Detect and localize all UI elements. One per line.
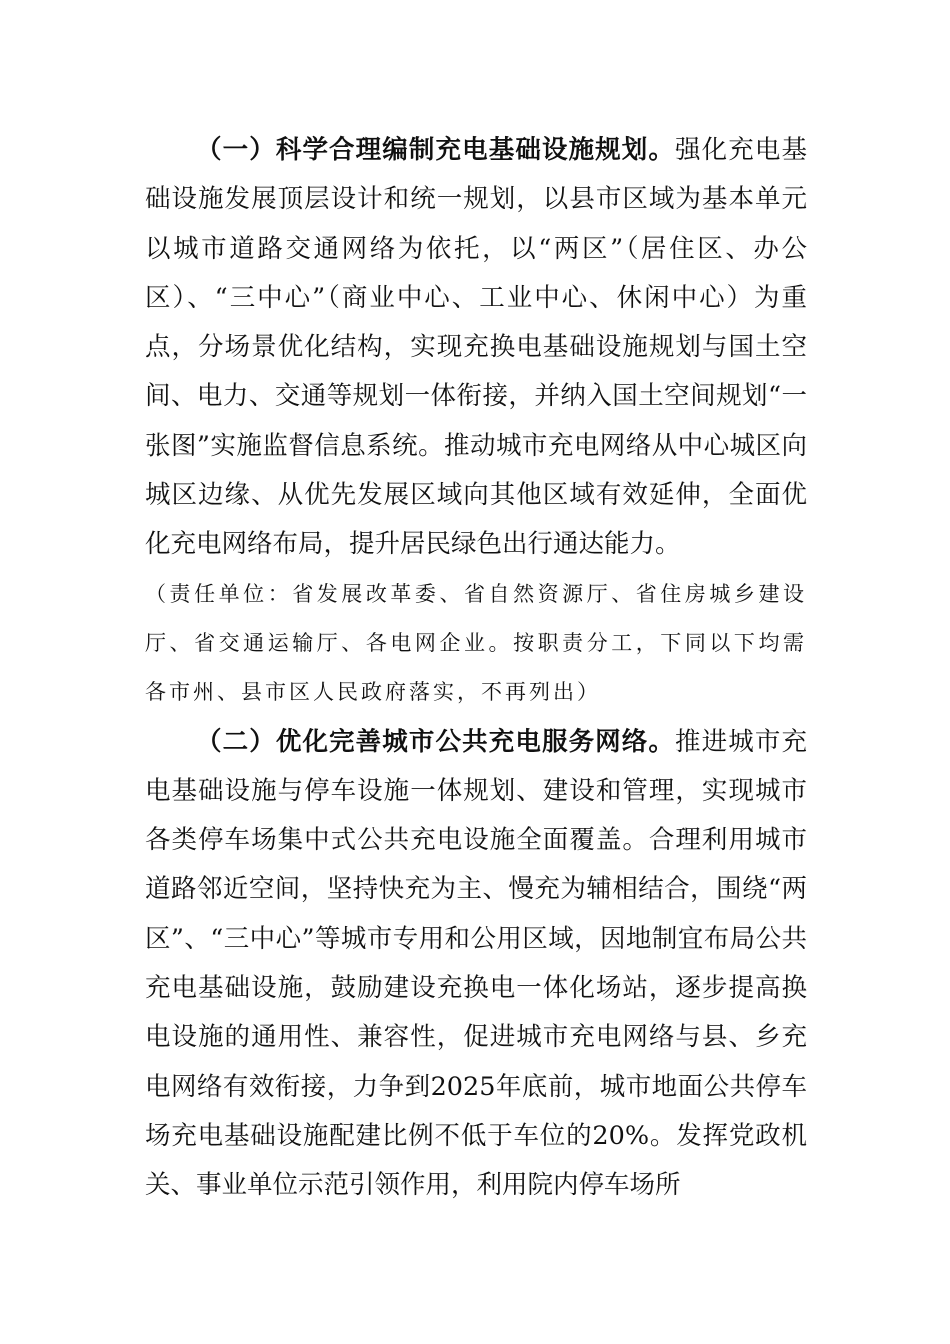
document-page — [145, 126, 807, 1211]
section-1-paragraph — [145, 126, 807, 570]
responsibility-note: （责任单位：省发展改革委、省自然资源厅、省住房城乡建设厅、省交通运输厅、各电网企业。按职责分工，下同以下均需各市州、县市区人民政府落实，不再列出） — [145, 581, 807, 705]
section-1-heading: （一）科学合理编制充电基础设施规划。 — [196, 135, 676, 165]
section-2-heading: （二）优化完善城市公共充电服务网络。 — [196, 726, 676, 757]
section-1-body: 强化充电基础设施发展顶层设计和统一规划，以县市区域为基本单元以城市道路交通网络为依托，以“两区”（居住区、办公区）、“三中心”（商业中心、工业中心、休闲中心）为重点，分场景优化结构，实现充换电基础设施规划与国土空间、电力、交通等规划一体衔接，并纳入国土空间规划“一张图”实施监督信息系统。推动城市充电网络从中心城区向城区边缘、从优先发展区域向其他区域有效延伸，全面优化充电网络布局，提升居民绿色出行通达能力。 — [145, 135, 807, 560]
section-2-paragraph — [145, 718, 807, 1211]
section-2-body: 推进城市充电基础设施与停车设施一体规划、建设和管理，实现城市各类停车场集中式公共充电设施全面覆盖。合理利用城市道路邻近空间，坚持快充为主、慢充为辅相结合，围绕“两区”、“三中心”等城市专用和公用区域，因地制宜布局公共充电基础设施，鼓励建设充换电一体化场站，逐步提高换电设施的通用性、兼容性，促进城市充电网络与县、乡充电网络有效衔接，力争到2025年底前，城市地面公共停车场充电基础设施配建比例不低于车位的20%。发挥党政机关、事业单位示范引领作用，利用院内停车场所 — [145, 726, 807, 1201]
